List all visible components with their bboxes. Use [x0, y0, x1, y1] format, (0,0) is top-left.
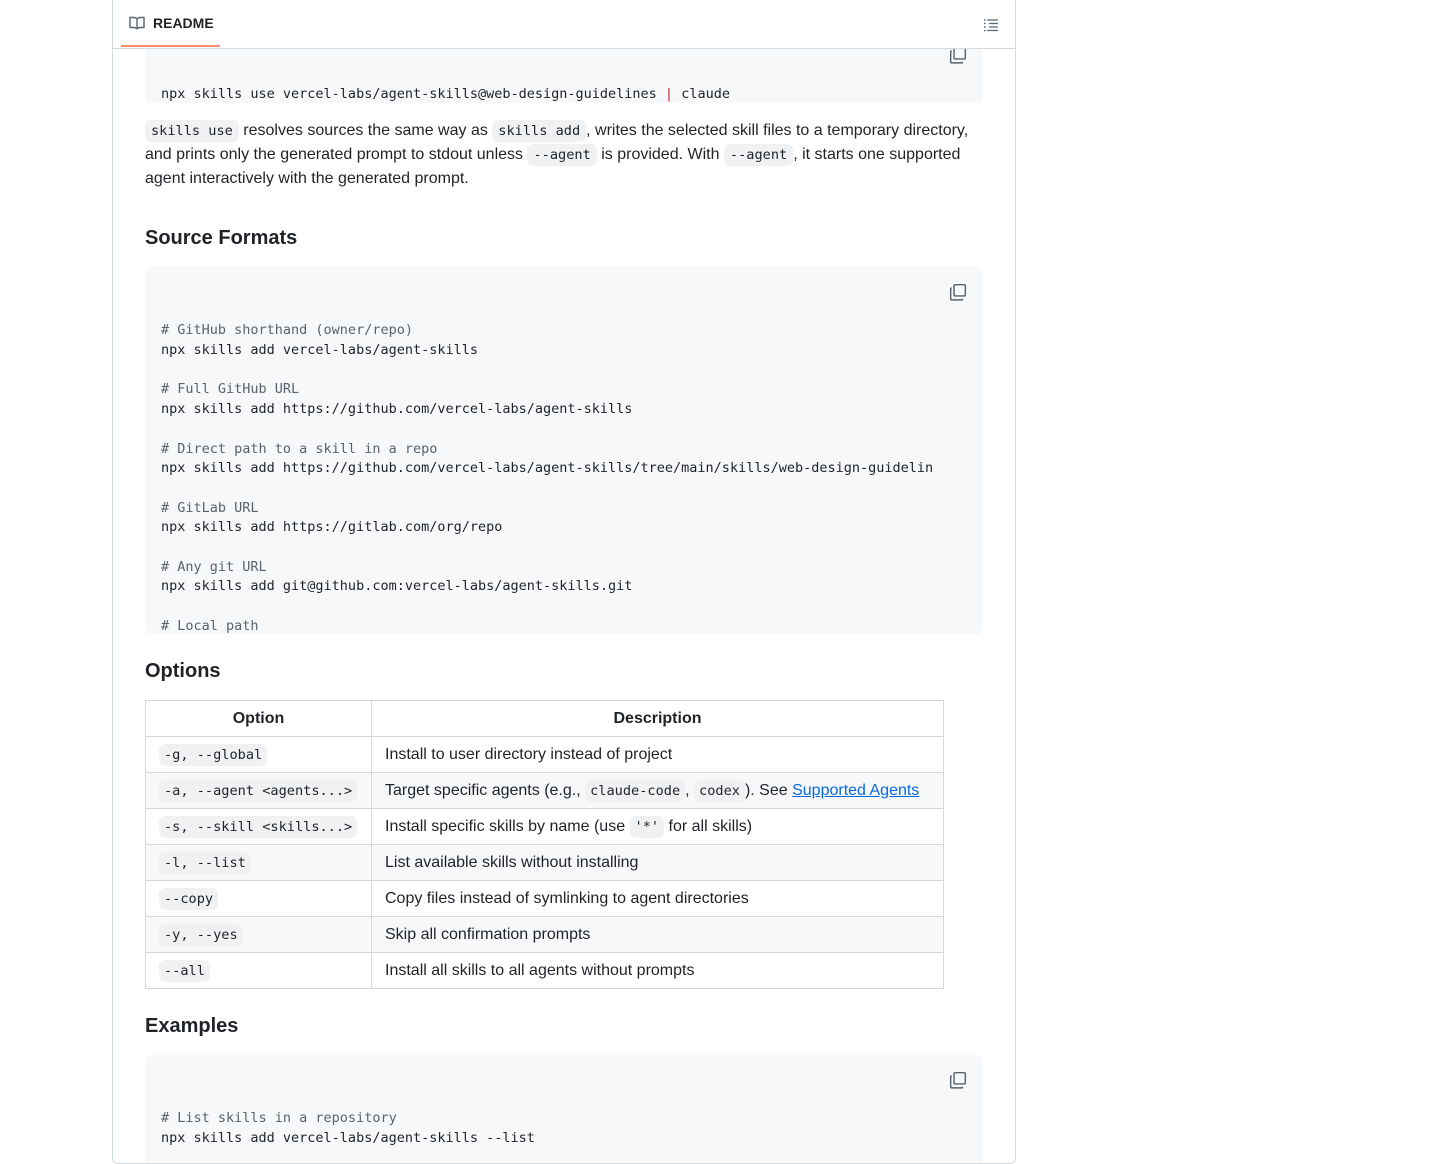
option-flag: -s, --skill <skills...> [159, 816, 357, 838]
readme-tab-label: README [153, 15, 214, 31]
code-line [161, 538, 967, 558]
list-unordered-icon[interactable] [983, 17, 999, 33]
option-flag: -g, --global [159, 744, 267, 766]
examples-heading: Examples [145, 1015, 239, 1037]
code-line: npx skills add vercel-labs/agent-skills [161, 342, 478, 359]
option-description: Copy files instead of symlinking to agent directories [372, 881, 944, 917]
option-flag: -a, --agent <agents...> [159, 780, 357, 802]
options-table [145, 700, 944, 989]
option-flag: -y, --yes [159, 924, 243, 946]
description-column-header: Description [372, 701, 944, 737]
option-flag: --copy [159, 888, 218, 910]
code-comment: # Direct path to a skill in a repo [161, 440, 438, 457]
options-heading: Options [145, 660, 221, 682]
code-line: npx skills add git@github.com:vercel-labs/agent-skills.git [161, 578, 633, 595]
table-row [146, 881, 944, 917]
code-comment: # Full GitHub URL [161, 381, 300, 398]
option-description: List available skills without installing [372, 845, 944, 881]
option-description: Skip all confirmation prompts [372, 917, 944, 953]
inline-code: --agent [724, 144, 793, 166]
code-line [161, 1149, 967, 1164]
copy-icon[interactable] [949, 1071, 967, 1089]
option-description: Install specific skills by name (use '*' for all skills) [372, 809, 944, 845]
source-formats-code-block [145, 267, 983, 634]
copy-icon[interactable] [949, 283, 967, 301]
inline-code: --agent [527, 144, 596, 166]
code-comment: # Any git URL [161, 558, 267, 575]
option-description: Install all skills to all agents without prompts [372, 953, 944, 989]
table-row [146, 953, 944, 989]
supported-agents-link[interactable]: Supported Agents [792, 781, 920, 799]
readme-content [145, 1, 983, 1164]
source-formats-heading: Source Formats [145, 227, 298, 249]
inline-code: skills add [492, 120, 586, 142]
inline-code: codex [694, 780, 745, 802]
option-flag: -l, --list [159, 852, 251, 874]
option-description: Target specific agents (e.g., claude-code , codex ). See Supported Agents [372, 773, 944, 809]
readme-header [113, 0, 1015, 49]
code-line: npx skills add https://github.com/vercel-labs/agent-skills [161, 401, 633, 418]
tab-readme[interactable] [121, 1, 220, 47]
examples-code-block [145, 1055, 983, 1164]
skills-use-paragraph: skills use resolves sources the same way as skills add , writes the selected skill files to a temporary directory, and prints only the generated prompt to stdout unless --agent is provided. With --agent , it starts one supported agent interactively with the generated prompt. [145, 122, 969, 187]
book-icon [129, 15, 145, 31]
option-flag: --all [159, 960, 210, 982]
option-description: Install to user directory instead of project [372, 737, 944, 773]
readme-panel [112, 0, 1016, 1164]
code-comment: # Local path [161, 617, 259, 634]
inline-code: claude-code [585, 780, 685, 802]
code-line: npx skills add https://gitlab.com/org/repo [161, 519, 503, 536]
table-row [146, 773, 944, 809]
inline-code: '*' [630, 816, 665, 838]
option-column-header: Option [146, 701, 372, 737]
inline-code: skills use [145, 120, 239, 142]
code-line [161, 420, 967, 440]
table-row [146, 737, 944, 773]
code-comment: # List skills in a repository [161, 1110, 397, 1127]
table-row [146, 845, 944, 881]
code-line [161, 361, 967, 381]
code-comment: # GitLab URL [161, 499, 259, 516]
code-line [161, 597, 967, 617]
table-row [146, 917, 944, 953]
code-line: npx skills add vercel-labs/agent-skills --list [161, 1130, 535, 1147]
table-row [146, 809, 944, 845]
table-header-row [146, 701, 944, 737]
code-line: npx skills add https://github.com/vercel-labs/agent-skills/tree/main/skills/web-design-guidelin [161, 460, 934, 477]
code-line: npx skills use vercel-labs/agent-skills@web-design-guidelines | claude [161, 86, 730, 103]
code-line [161, 479, 967, 499]
code-comment: # GitHub shorthand (owner/repo) [161, 322, 413, 339]
